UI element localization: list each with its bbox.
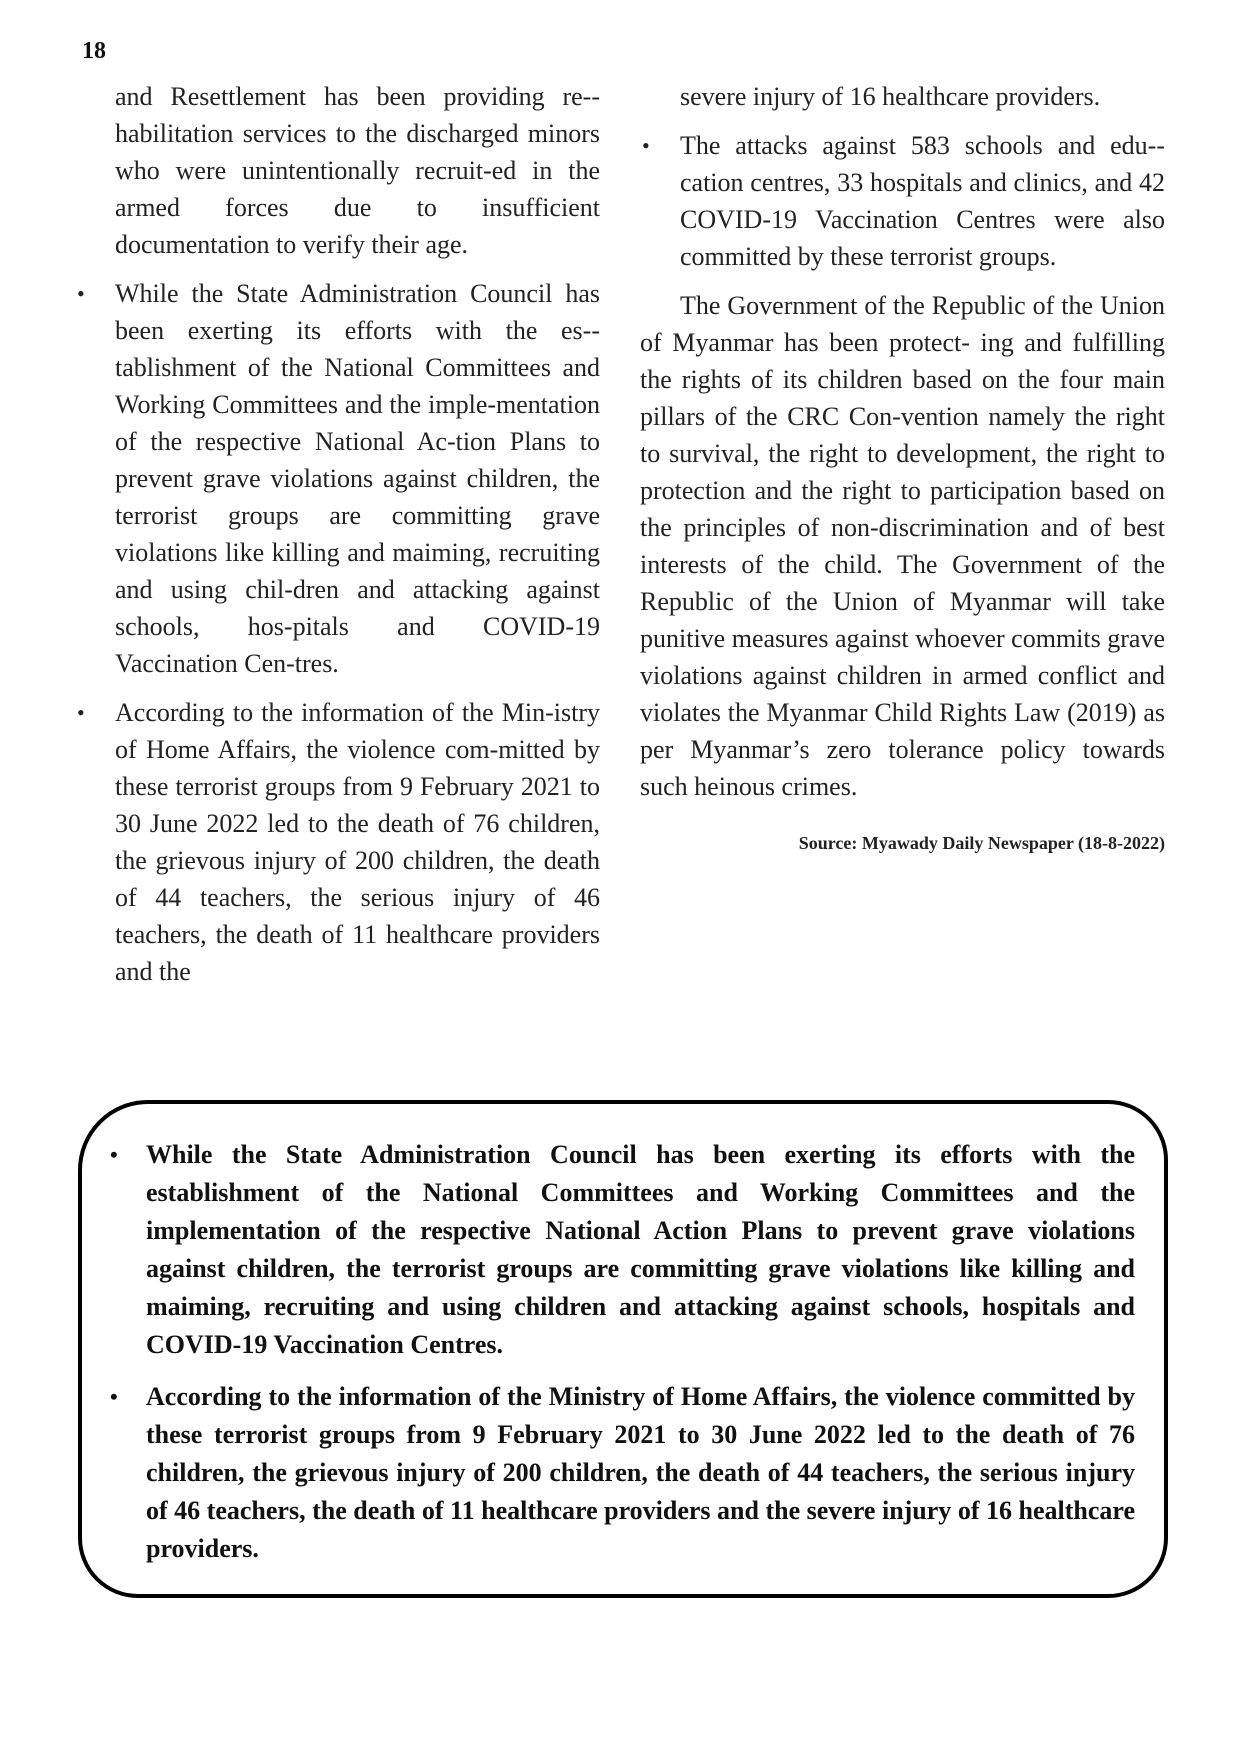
bullet-icon: • [77, 700, 85, 725]
list-item [75, 694, 600, 990]
bullet-icon: • [642, 133, 650, 158]
bullet-text: While the State Administration Council has been exerting its efforts with the establishment of the National Committees and Working Committees and the implementation of the respective National Action Plans to prevent grave violations against children, the terrorist groups are committing grave violations like killing and maiming, recruiting and using children and attacking against schools, hospitals and COVID-19 Vaccination Centres. [146, 1140, 1135, 1359]
bullet-text: According to the information of the Ministry of Home Affairs, the violence committed by these terrorist groups from 9 February 2021 to 30 June 2022 led to the death of 76 children, the grievous injury of 200 children, the death of 44 teachers, the serious injury of 46 teachers, the death of 11 healthcare providers and the severe injury of 16 healthcare providers. [146, 1382, 1135, 1563]
list-item [110, 1378, 1135, 1568]
list-item [640, 127, 1165, 275]
bullet-text: While the State Administration Council has been exerting its efforts with the es-tablishment of the National Committees and Working Committees and the imple-mentation of the respective National Ac-tion Plans to prevent grave violations against children, the terrorist groups are committing grave violations like killing and maiming, recruiting and using chil-dren and attacking against schools, hos-pitals and COVID-19 Vaccination Cen-tres. [115, 279, 600, 678]
left-bullet-list [75, 275, 600, 990]
left-column [75, 78, 600, 1002]
government-paragraph: The Government of the Republic of the Union of Myanmar has been protect- ing and fulfilling the rights of its children based on the four main pillars of the CRC Con-vention namely the right to survival, the right to development, the right to protection and the right to participation based on the principles of non-discrimination and of best interests of the child. The Government of the Republic of the Union of Myanmar will take punitive measures against whoever commits grave violations against children in armed conflict and violates the Myanmar Child Rights Law (2019) as per Myanmar’s zero tolerance policy towards such heinous crimes. [640, 291, 1165, 801]
bullet-icon: • [77, 281, 85, 306]
bullet-text: The attacks against 583 schools and edu-cation centres, 33 hospitals and clinics, and 42 COVID-19 Vaccination Centres were also committed by these terrorist groups. [680, 131, 1165, 271]
bullet-text: According to the information of the Min-istry of Home Affairs, the violence com-mitted by these terrorist groups from 9 February 2021 to 30 June 2022 led to the death of 76 children, the grievous injury of 200 children, the death of 44 teachers, the serious injury of 46 teachers, the death of 11 healthcare providers and the [115, 698, 600, 986]
bullet-icon: • [110, 1384, 118, 1409]
bullet-icon: • [110, 1142, 118, 1167]
right-bullet-list [640, 127, 1165, 275]
highlight-box [78, 1100, 1168, 1598]
left-continuation-paragraph: and Resettlement has been providing re-habilitation services to the discharged minors who were unintentionally recruit-ed in the armed forces due to insufficient documentation to verify their age. [115, 82, 600, 259]
highlight-bullet-list [110, 1136, 1135, 1582]
source-citation: Source: Myawady Daily Newspaper (18-8-2022) [798, 833, 1165, 853]
page-number: 18 [82, 38, 106, 64]
list-item [75, 275, 600, 682]
right-continuation-paragraph: severe injury of 16 healthcare providers. [680, 82, 1101, 111]
list-item [110, 1136, 1135, 1364]
right-column [640, 78, 1165, 862]
